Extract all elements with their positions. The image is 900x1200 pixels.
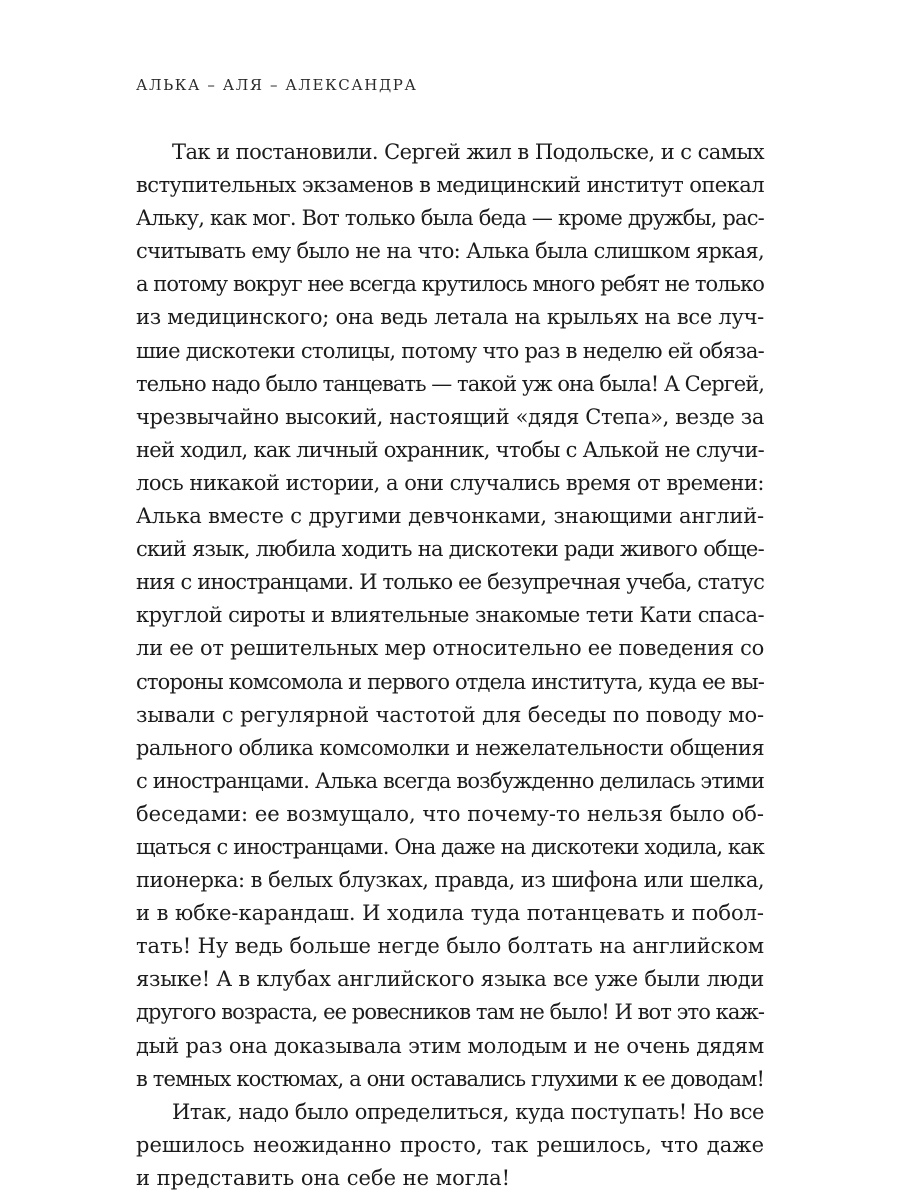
paragraph-2	[136, 1096, 764, 1195]
text-line: решилось неожиданно просто, так решилось, что даже	[136, 1132, 764, 1157]
text-line: тельно надо было танцевать — такой уж она была! А Сергей,	[136, 371, 765, 396]
text-line: вступительных экзаменов в медицинский институт опекал	[136, 173, 764, 198]
text-line: тать! Ну ведь больше негде было болтать на английском	[136, 934, 764, 959]
text-line: шие дискотеки столицы, потому что раз в неделю ей обяза-	[136, 338, 764, 363]
text-line: зывали с регулярной частотой для беседы по поводу мо-	[136, 702, 764, 727]
text-line: а потому вокруг нее всегда крутилось много ребят не только	[136, 272, 764, 297]
text-line: ней ходил, как личный охранник, чтобы с Алькой не случи-	[136, 437, 765, 462]
text-line: Итак, надо было определиться, куда поступать! Но все	[172, 1099, 765, 1124]
text-line: круглой сироты и влиятельные знакомые тети Кати спаса-	[136, 603, 765, 628]
text-line: пионерка: в белых блузках, правда, из шифона или шелка,	[136, 868, 764, 893]
text-line: и в юбке-карандаш. И ходила туда потанцевать и побол-	[136, 901, 764, 926]
running-head: АЛЬКА – АЛЯ – АЛЕКСАНДРА	[136, 76, 418, 94]
paragraph-1	[136, 136, 764, 1096]
text-line: Алька вместе с другими девчонками, знающими англий-	[136, 504, 765, 529]
text-line: Так и постановили. Сергей жил в Подольске, и с самых	[172, 140, 764, 164]
text-line: в темных костюмах, а они оставались глухими к ее доводам!	[136, 1066, 765, 1091]
text-line: лось никакой истории, а они случались время от времени:	[136, 470, 764, 495]
text-line: ли ее от решительных мер относительно ее поведения со	[136, 636, 764, 661]
text-line: щаться с иностранцами. Она даже на дискотеки ходила, как	[136, 834, 764, 859]
text-line: рального облика комсомолки и нежелательности общения	[136, 735, 765, 760]
text-line: стороны комсомола и первого отдела института, куда ее вы-	[136, 669, 764, 694]
text-line: с иностранцами. Алька всегда возбужденно делилась этими	[136, 768, 764, 793]
text-line: дый раз она доказывала этим молодым и не очень дядям	[136, 1033, 764, 1058]
body-text	[136, 136, 764, 1195]
text-line: чрезвычайно высокий, настоящий «дядя Степа», везде за	[136, 404, 764, 429]
text-line: другого возраста, ее ровесников там не было! И вот это каж-	[136, 1000, 764, 1025]
text-line: из медицинского; она ведь летала на крыльях на все луч-	[136, 305, 764, 330]
text-line: языке! А в клубах английского языка все уже были люди	[136, 967, 765, 992]
text-line: ния с иностранцами. И только ее безупречная учеба, статус	[136, 570, 764, 595]
text-line: и представить она себе не могла!	[136, 1165, 511, 1190]
text-line: Альку, как мог. Вот только была беда — кроме дружбы, рас-	[136, 206, 764, 231]
text-line: считывать ему было не на что: Алька была слишком яркая,	[136, 239, 765, 264]
text-line: ский язык, любила ходить на дискотеки ради живого обще-	[136, 537, 764, 562]
text-line: беседами: ее возмущало, что почему-то нельзя было об-	[136, 801, 764, 826]
